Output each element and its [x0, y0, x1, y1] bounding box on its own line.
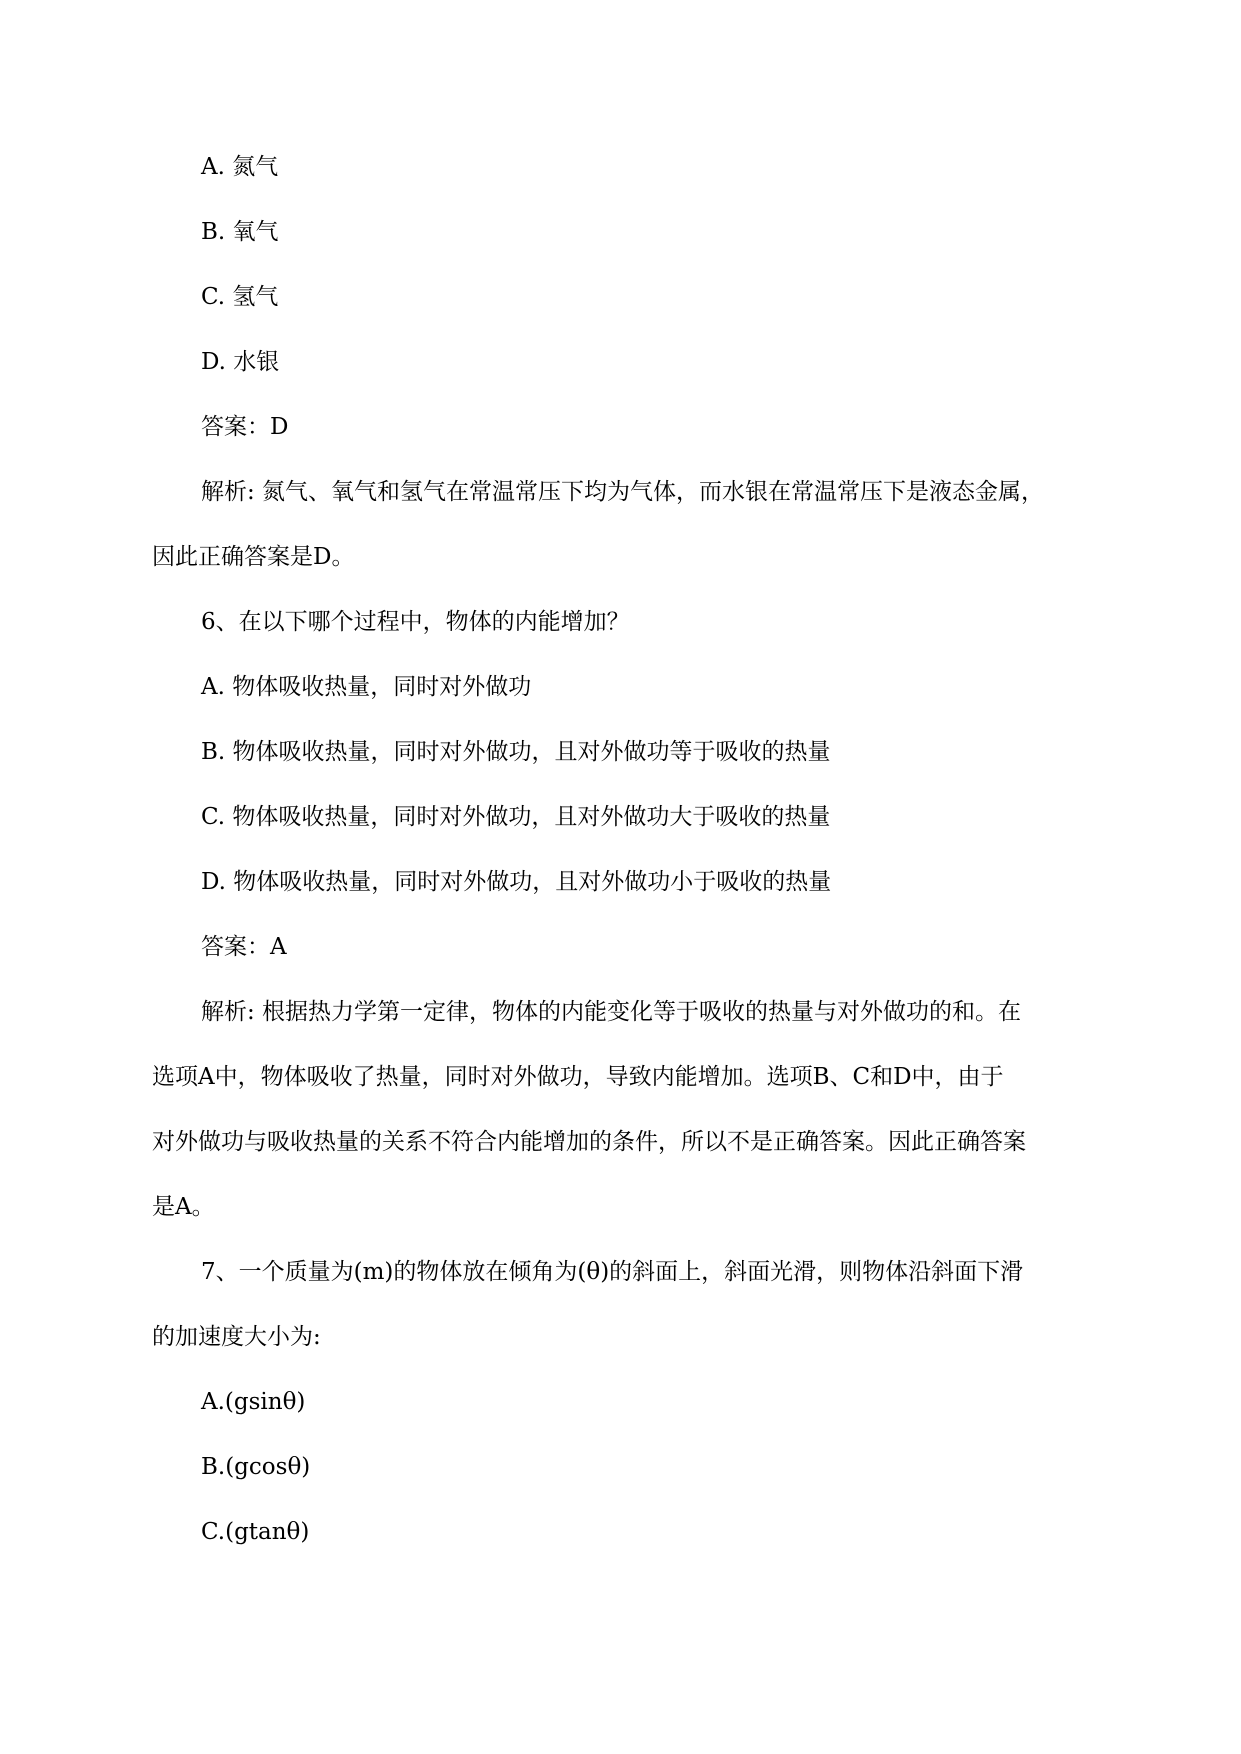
q6-analysis-line-3: 对外做功与吸收热量的关系不符合内能增加的条件，所以不是正确答案。因此正确答案	[152, 1129, 1026, 1155]
q5-option-d: D. 水银	[201, 349, 280, 375]
q5-option-a: A. 氮气	[201, 154, 279, 180]
q5-option-c: C. 氢气	[201, 284, 279, 310]
q5-analysis-line-1: 解析: 氮气、氧气和氢气在常温常压下均为气体，而水银在常温常压下是液态金属，	[201, 479, 1045, 505]
q7-option-a: A.(gsinθ)	[201, 1389, 306, 1415]
q6-analysis-line-1: 解析: 根据热力学第一定律，物体的内能变化等于吸收的热量与对外做功的和。在	[201, 999, 1022, 1025]
q6-option-d: D. 物体吸收热量，同时对外做功，且对外做功小于吸收的热量	[201, 869, 832, 895]
q6-analysis-line-2: 选项A中，物体吸收了热量，同时对外做功，导致内能增加。选项B、C和D中，由于	[152, 1064, 1004, 1090]
q5-analysis-line-2: 因此正确答案是D。	[152, 544, 355, 570]
q6-option-c: C. 物体吸收热量，同时对外做功，且对外做功大于吸收的热量	[201, 804, 831, 830]
q5-answer: 答案：D	[201, 414, 289, 440]
q6-analysis-line-4: 是A。	[152, 1194, 215, 1220]
q6-option-a: A. 物体吸收热量，同时对外做功	[201, 674, 532, 700]
q7-option-b: B.(gcosθ)	[201, 1454, 311, 1480]
q7-question-line-2: 的加速度大小为:	[152, 1324, 321, 1350]
q6-answer: 答案：A	[201, 934, 287, 960]
q7-question-line-1: 7、一个质量为(m)的物体放在倾角为(θ)的斜面上，斜面光滑，则物体沿斜面下滑	[201, 1259, 1024, 1285]
q6-option-b: B. 物体吸收热量，同时对外做功，且对外做功等于吸收的热量	[201, 739, 831, 765]
q5-option-b: B. 氧气	[201, 219, 279, 245]
q7-option-c: C.(gtanθ)	[201, 1519, 310, 1545]
q6-question: 6、在以下哪个过程中，物体的内能增加？	[201, 609, 630, 635]
